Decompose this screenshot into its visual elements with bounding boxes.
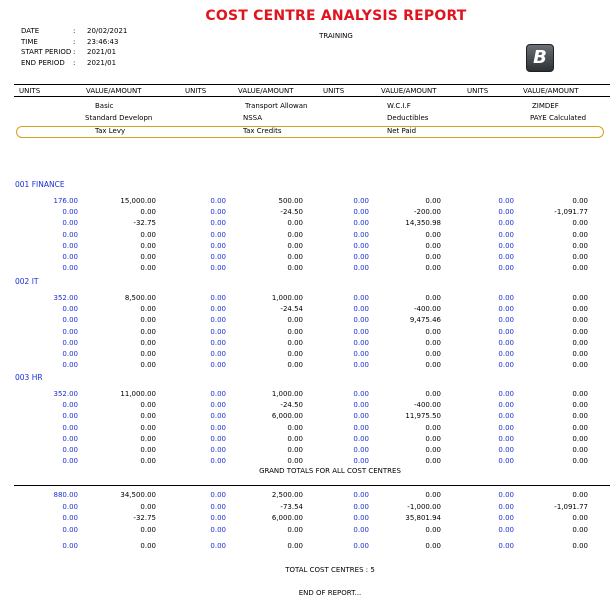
value-cell: 0.00: [287, 242, 303, 250]
units-cell: 0.00: [210, 339, 226, 347]
units-cell: 0.00: [498, 339, 514, 347]
value-cell: 0.00: [425, 435, 441, 443]
units-cell: 0.00: [498, 231, 514, 239]
units-cell: 0.00: [62, 328, 78, 336]
units-cell: 0.00: [62, 361, 78, 369]
legend-label: Deductibles: [387, 114, 429, 122]
value-cell: -400.00: [413, 305, 441, 313]
table-row: [0, 542, 612, 552]
value-cell: -1,091.77: [554, 208, 588, 216]
value-cell: 0.00: [287, 361, 303, 369]
units-cell: 0.00: [498, 503, 514, 511]
value-cell: 0.00: [287, 253, 303, 261]
value-cell: -24.50: [280, 208, 303, 216]
value-cell: 500.00: [278, 197, 303, 205]
value-cell: 6,000.00: [271, 412, 303, 420]
units-cell: 0.00: [353, 503, 369, 511]
legend-label: Tax Levy: [95, 127, 126, 135]
report-subtitle: TRAINING: [319, 32, 353, 40]
units-cell: 0.00: [353, 457, 369, 465]
value-cell: 0.00: [572, 253, 588, 261]
value-cell: 0.00: [425, 526, 441, 534]
value-cell: 0.00: [140, 424, 156, 432]
value-cell: 0.00: [287, 424, 303, 432]
units-cell: 0.00: [498, 197, 514, 205]
column-header: VALUE/AMOUNT: [523, 87, 579, 95]
table-row: [0, 526, 612, 536]
value-cell: 8,500.00: [124, 294, 156, 302]
value-cell: 0.00: [140, 208, 156, 216]
units-cell: 0.00: [210, 253, 226, 261]
meta-value: 20/02/2021: [87, 27, 128, 35]
units-cell: 0.00: [62, 339, 78, 347]
value-cell: -24.50: [280, 401, 303, 409]
company-logo-icon: [526, 44, 554, 72]
units-cell: 0.00: [353, 316, 369, 324]
table-row: [0, 197, 612, 207]
value-cell: 0.00: [572, 542, 588, 550]
value-cell: -1,091.77: [554, 503, 588, 511]
value-cell: 2,500.00: [271, 491, 303, 499]
value-cell: -400.00: [413, 401, 441, 409]
value-cell: 0.00: [287, 542, 303, 550]
value-cell: 0.00: [140, 339, 156, 347]
value-cell: 14,350.98: [405, 219, 441, 227]
units-cell: 0.00: [498, 294, 514, 302]
meta-key: TIME: [21, 37, 38, 46]
units-cell: 0.00: [210, 542, 226, 550]
value-cell: 0.00: [287, 264, 303, 272]
legend-label: ZIMDEF: [532, 102, 559, 110]
value-cell: 0.00: [425, 197, 441, 205]
units-cell: 0.00: [353, 514, 369, 522]
units-cell: 0.00: [498, 446, 514, 454]
table-row: [0, 242, 612, 252]
table-row: [0, 401, 612, 411]
units-cell: 352.00: [53, 390, 78, 398]
legend-label: Net Paid: [387, 127, 417, 135]
units-cell: 0.00: [498, 390, 514, 398]
value-cell: 0.00: [572, 305, 588, 313]
value-cell: 0.00: [425, 264, 441, 272]
units-cell: 0.00: [210, 328, 226, 336]
value-cell: 0.00: [287, 526, 303, 534]
units-cell: 0.00: [498, 412, 514, 420]
report-meta: [21, 26, 127, 68]
value-cell: 0.00: [425, 339, 441, 347]
column-header: UNITS: [19, 87, 41, 95]
units-cell: 0.00: [353, 446, 369, 454]
value-cell: 0.00: [425, 446, 441, 454]
value-cell: 0.00: [140, 457, 156, 465]
value-cell: 11,000.00: [120, 390, 156, 398]
value-cell: 0.00: [572, 491, 588, 499]
units-cell: 0.00: [210, 305, 226, 313]
table-row: [0, 219, 612, 229]
value-cell: 0.00: [572, 316, 588, 324]
column-header: UNITS: [185, 87, 207, 95]
value-cell: 0.00: [287, 339, 303, 347]
units-cell: 0.00: [210, 514, 226, 522]
value-cell: 0.00: [140, 242, 156, 250]
units-cell: 0.00: [210, 526, 226, 534]
value-cell: 9,475.46: [409, 316, 441, 324]
units-cell: 0.00: [62, 457, 78, 465]
units-cell: 0.00: [210, 208, 226, 216]
value-cell: 0.00: [572, 457, 588, 465]
units-cell: 880.00: [53, 491, 78, 499]
legend-label: Standard Developn: [85, 114, 153, 122]
value-cell: 35,801.94: [405, 514, 441, 522]
units-cell: 0.00: [353, 264, 369, 272]
units-cell: 0.00: [210, 491, 226, 499]
table-row: [0, 328, 612, 338]
units-cell: 0.00: [498, 350, 514, 358]
value-cell: 0.00: [572, 339, 588, 347]
table-row: [0, 412, 612, 422]
units-cell: 0.00: [353, 401, 369, 409]
grand-totals-label: GRAND TOTALS FOR ALL COST CENTRES: [259, 467, 401, 475]
units-cell: 0.00: [210, 435, 226, 443]
value-cell: 0.00: [572, 390, 588, 398]
value-cell: 0.00: [140, 401, 156, 409]
value-cell: 0.00: [140, 328, 156, 336]
units-cell: 176.00: [53, 197, 78, 205]
units-cell: 0.00: [353, 253, 369, 261]
value-cell: 0.00: [287, 328, 303, 336]
table-row: [0, 503, 612, 513]
units-cell: 0.00: [498, 514, 514, 522]
value-cell: -73.54: [280, 503, 303, 511]
units-cell: 0.00: [210, 390, 226, 398]
legend-label: W.C.I.F: [387, 102, 411, 110]
value-cell: 1,000.00: [271, 294, 303, 302]
table-row: [0, 294, 612, 304]
meta-end-period: [21, 58, 127, 69]
value-cell: 0.00: [572, 424, 588, 432]
header-divider-top: [14, 84, 610, 85]
value-cell: 0.00: [572, 401, 588, 409]
legend-label: NSSA: [243, 114, 263, 122]
value-cell: 15,000.00: [120, 197, 156, 205]
table-row: [0, 390, 612, 400]
value-cell: 0.00: [425, 491, 441, 499]
column-header: UNITS: [467, 87, 489, 95]
meta-sep: :: [73, 27, 76, 35]
value-cell: 0.00: [140, 316, 156, 324]
units-cell: 0.00: [498, 242, 514, 250]
legend-label: PAYE Calculated: [530, 114, 587, 122]
units-cell: 0.00: [62, 503, 78, 511]
units-cell: 0.00: [353, 350, 369, 358]
legend-label: Tax Credits: [243, 127, 282, 135]
value-cell: 0.00: [572, 264, 588, 272]
units-cell: 0.00: [210, 294, 226, 302]
units-cell: 0.00: [353, 435, 369, 443]
units-cell: 0.00: [353, 339, 369, 347]
units-cell: 0.00: [353, 305, 369, 313]
table-row: [0, 514, 612, 524]
end-of-report: END OF REPORT...: [298, 589, 362, 597]
value-cell: 0.00: [425, 457, 441, 465]
value-cell: 0.00: [572, 526, 588, 534]
units-cell: 0.00: [210, 197, 226, 205]
value-cell: 0.00: [572, 328, 588, 336]
units-cell: 0.00: [62, 316, 78, 324]
units-cell: 0.00: [498, 542, 514, 550]
value-cell: 1,000.00: [271, 390, 303, 398]
value-cell: 0.00: [572, 231, 588, 239]
units-cell: 0.00: [353, 242, 369, 250]
meta-sep: :: [73, 48, 76, 56]
column-header: VALUE/AMOUNT: [86, 87, 142, 95]
units-cell: 0.00: [210, 316, 226, 324]
units-cell: 0.00: [210, 446, 226, 454]
table-row: [0, 208, 612, 218]
value-cell: 0.00: [140, 526, 156, 534]
value-cell: 0.00: [140, 446, 156, 454]
value-cell: 0.00: [140, 412, 156, 420]
legend-label: Basic: [95, 102, 114, 110]
units-cell: 0.00: [62, 242, 78, 250]
meta-key: START PERIOD: [21, 48, 72, 56]
units-cell: 0.00: [353, 328, 369, 336]
table-row: [0, 435, 612, 445]
units-cell: 0.00: [210, 503, 226, 511]
report-title: COST CENTRE ANALYSIS REPORT: [205, 8, 467, 24]
value-cell: 0.00: [140, 435, 156, 443]
meta-value: 2021/01: [87, 48, 117, 56]
value-cell: 0.00: [425, 328, 441, 336]
value-cell: 0.00: [572, 197, 588, 205]
value-cell: 0.00: [425, 424, 441, 432]
units-cell: 0.00: [498, 305, 514, 313]
value-cell: 0.00: [140, 253, 156, 261]
cost-centre-heading: 001 FINANCE: [15, 180, 65, 189]
units-cell: 0.00: [498, 328, 514, 336]
value-cell: 0.00: [425, 350, 441, 358]
units-cell: 0.00: [62, 446, 78, 454]
units-cell: 0.00: [62, 219, 78, 227]
value-cell: 0.00: [287, 457, 303, 465]
table-row: [0, 457, 612, 467]
value-cell: 0.00: [287, 219, 303, 227]
value-cell: 0.00: [572, 219, 588, 227]
value-cell: 0.00: [140, 231, 156, 239]
units-cell: 0.00: [498, 424, 514, 432]
units-cell: 0.00: [353, 491, 369, 499]
value-cell: 0.00: [140, 264, 156, 272]
meta-time: [21, 37, 127, 48]
units-cell: 0.00: [210, 219, 226, 227]
units-cell: 0.00: [498, 491, 514, 499]
units-cell: 0.00: [498, 253, 514, 261]
value-cell: 0.00: [140, 361, 156, 369]
units-cell: 0.00: [62, 435, 78, 443]
units-cell: 0.00: [498, 526, 514, 534]
units-cell: 0.00: [62, 424, 78, 432]
units-cell: 0.00: [498, 457, 514, 465]
units-cell: 0.00: [353, 219, 369, 227]
value-cell: 0.00: [425, 231, 441, 239]
units-cell: 0.00: [210, 457, 226, 465]
table-row: [0, 424, 612, 434]
units-cell: 352.00: [53, 294, 78, 302]
table-row: [0, 446, 612, 456]
legend-label: Transport Allowan: [245, 102, 308, 110]
value-cell: 34,500.00: [120, 491, 156, 499]
meta-sep: :: [73, 37, 76, 46]
value-cell: -24.54: [280, 305, 303, 313]
meta-start-period: [21, 47, 127, 58]
units-cell: 0.00: [498, 316, 514, 324]
totals-divider: [14, 485, 610, 486]
units-cell: 0.00: [353, 542, 369, 550]
value-cell: -1,000.00: [407, 503, 441, 511]
header-divider-bottom: [14, 96, 610, 97]
value-cell: 0.00: [140, 305, 156, 313]
value-cell: 0.00: [572, 294, 588, 302]
units-cell: 0.00: [353, 390, 369, 398]
value-cell: 0.00: [140, 350, 156, 358]
table-row: [0, 491, 612, 501]
units-cell: 0.00: [210, 401, 226, 409]
units-cell: 0.00: [62, 514, 78, 522]
value-cell: 0.00: [425, 294, 441, 302]
value-cell: 0.00: [572, 435, 588, 443]
value-cell: -200.00: [413, 208, 441, 216]
table-row: [0, 361, 612, 371]
value-cell: 6,000.00: [271, 514, 303, 522]
table-row: [0, 305, 612, 315]
units-cell: 0.00: [498, 219, 514, 227]
units-cell: 0.00: [498, 435, 514, 443]
value-cell: 0.00: [425, 242, 441, 250]
units-cell: 0.00: [353, 197, 369, 205]
table-row: [0, 253, 612, 263]
meta-value: 23:46:43: [87, 37, 119, 46]
value-cell: 11,975.50: [405, 412, 441, 420]
value-cell: 0.00: [425, 253, 441, 261]
table-row: [0, 316, 612, 326]
value-cell: 0.00: [425, 361, 441, 369]
value-cell: -32.75: [133, 219, 156, 227]
units-cell: 0.00: [353, 294, 369, 302]
value-cell: 0.00: [425, 542, 441, 550]
value-cell: 0.00: [572, 350, 588, 358]
table-row: [0, 350, 612, 360]
units-cell: 0.00: [498, 401, 514, 409]
units-cell: 0.00: [498, 264, 514, 272]
units-cell: 0.00: [353, 526, 369, 534]
logo-letter: B: [533, 47, 547, 68]
column-header: UNITS: [323, 87, 345, 95]
value-cell: 0.00: [572, 361, 588, 369]
value-cell: 0.00: [287, 350, 303, 358]
units-cell: 0.00: [210, 361, 226, 369]
table-row: [0, 339, 612, 349]
value-cell: 0.00: [572, 446, 588, 454]
units-cell: 0.00: [353, 361, 369, 369]
units-cell: 0.00: [498, 208, 514, 216]
units-cell: 0.00: [62, 350, 78, 358]
table-row: [0, 264, 612, 274]
units-cell: 0.00: [353, 424, 369, 432]
units-cell: 0.00: [62, 401, 78, 409]
units-cell: 0.00: [62, 412, 78, 420]
value-cell: 0.00: [287, 316, 303, 324]
units-cell: 0.00: [62, 264, 78, 272]
units-cell: 0.00: [498, 361, 514, 369]
units-cell: 0.00: [62, 526, 78, 534]
units-cell: 0.00: [210, 412, 226, 420]
units-cell: 0.00: [210, 424, 226, 432]
units-cell: 0.00: [210, 350, 226, 358]
units-cell: 0.00: [353, 208, 369, 216]
value-cell: 0.00: [287, 231, 303, 239]
value-cell: 0.00: [287, 446, 303, 454]
value-cell: -32.75: [133, 514, 156, 522]
units-cell: 0.00: [62, 542, 78, 550]
cost-centre-heading: 002 IT: [15, 277, 39, 286]
units-cell: 0.00: [62, 231, 78, 239]
units-cell: 0.00: [353, 412, 369, 420]
units-cell: 0.00: [62, 253, 78, 261]
value-cell: 0.00: [140, 503, 156, 511]
value-cell: 0.00: [425, 390, 441, 398]
column-header: VALUE/AMOUNT: [238, 87, 294, 95]
value-cell: 0.00: [287, 435, 303, 443]
value-cell: 0.00: [140, 542, 156, 550]
units-cell: 0.00: [210, 264, 226, 272]
meta-date: [21, 26, 127, 37]
value-cell: 0.00: [572, 242, 588, 250]
units-cell: 0.00: [210, 242, 226, 250]
units-cell: 0.00: [62, 305, 78, 313]
units-cell: 0.00: [62, 208, 78, 216]
units-cell: 0.00: [210, 231, 226, 239]
value-cell: 0.00: [572, 412, 588, 420]
table-row: [0, 231, 612, 241]
total-cost-centres: TOTAL COST CENTRES : 5: [285, 566, 375, 574]
meta-key: DATE: [21, 27, 40, 35]
meta-sep: :: [73, 58, 76, 67]
units-cell: 0.00: [353, 231, 369, 239]
cost-centre-heading: 003 HR: [15, 373, 43, 382]
value-cell: 0.00: [572, 514, 588, 522]
column-header: VALUE/AMOUNT: [381, 87, 437, 95]
meta-key: END PERIOD: [21, 58, 65, 67]
meta-value: 2021/01: [87, 58, 117, 67]
